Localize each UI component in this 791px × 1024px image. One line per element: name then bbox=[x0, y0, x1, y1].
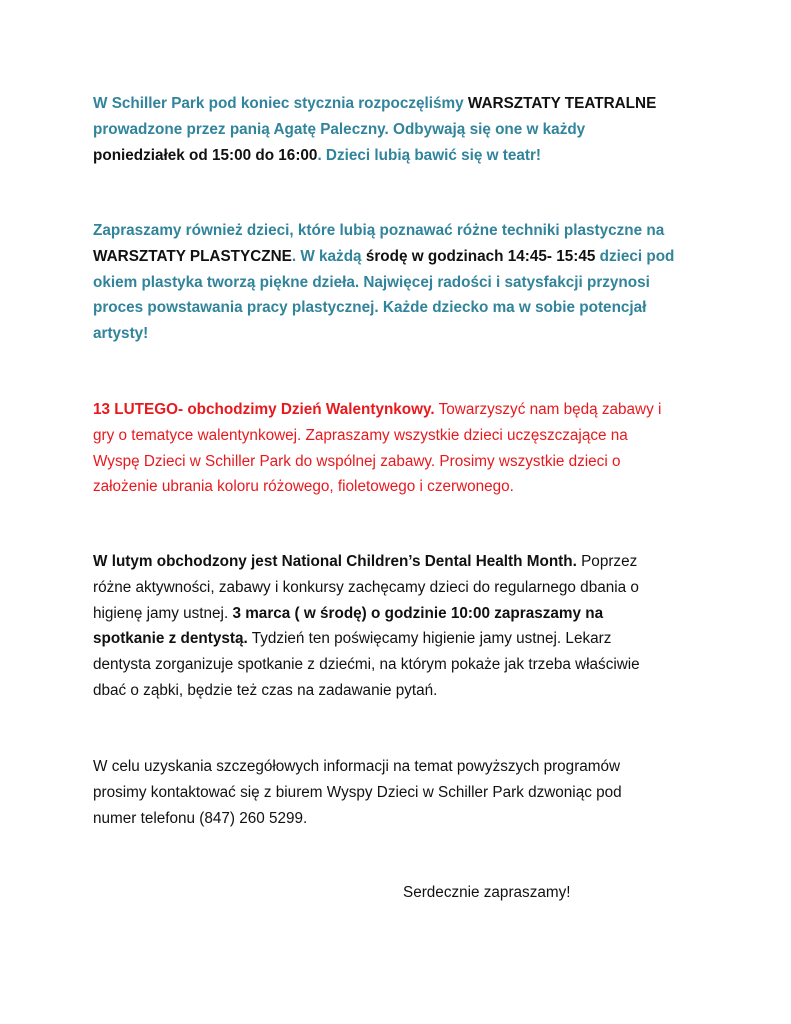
text-line bbox=[93, 397, 701, 423]
text-line bbox=[93, 601, 701, 627]
art-workshop-paragraph bbox=[93, 218, 701, 347]
dentist-visit-date: 3 marca ( w środę) o godzinie 10:00 zapraszamy na bbox=[232, 604, 604, 622]
text-line: dentysta zorganizuje spotkanie z dziećmi, na którym pokaże jak trzeba właściwie bbox=[93, 656, 640, 674]
text-line: okiem plastyka tworzą piękne dzieła. Najwięcej radości i satysfakcji przynosi bbox=[93, 273, 650, 291]
text-line: prosimy kontaktować się z biurem Wyspy Dzieci w Schiller Park dzwoniąc pod bbox=[93, 783, 622, 801]
dental-health-title: W lutym obchodzony jest National Children’s Dental Health Month. bbox=[93, 553, 577, 570]
contact-phone-line: numer telefonu (847) 260 5299. bbox=[93, 809, 308, 827]
text-line bbox=[93, 549, 701, 575]
valentines-title: 13 LUTEGO- obchodzimy Dzień Walentynkowy. bbox=[93, 401, 435, 418]
text-span: Poprzez bbox=[576, 553, 638, 570]
text-span: W Schiller Park pod koniec stycznia rozpoczęliśmy bbox=[93, 95, 468, 112]
text-line: prowadzone przez panią Agatę Paleczny. Odbywają się one w każdy bbox=[93, 120, 586, 138]
valentines-paragraph bbox=[93, 397, 701, 500]
art-workshop-title: WARSZTATY PLASTYCZNE bbox=[93, 247, 292, 265]
contact-paragraph bbox=[93, 754, 701, 831]
theater-workshop-title: WARSZTATY TEATRALNE bbox=[467, 95, 657, 112]
text-line: Wyspę Dzieci w Schiller Park do wspólnej zabawy. Prosimy wszystkie dzieci o bbox=[93, 452, 621, 470]
text-line: różne aktywności, zabawy i konkursy zachęcamy dzieci do regularnego dbania o bbox=[93, 578, 639, 596]
text-span: Towarzyszyć nam będą zabawy i bbox=[434, 401, 662, 418]
text-line bbox=[93, 244, 701, 270]
dentist-visit-label: spotkanie z dentystą. bbox=[93, 630, 248, 648]
text-line: dbać o ząbki, będzie też czas na zadawanie pytań. bbox=[93, 681, 438, 699]
theater-schedule: poniedziałek od 15:00 do 16:00 bbox=[93, 146, 318, 164]
art-schedule: środę w godzinach 14:45- 15:45 bbox=[365, 247, 596, 265]
text-span: . Dzieci lubią bawić się w teatr! bbox=[317, 146, 542, 164]
text-line: założenie ubrania koloru różowego, fioletowego i czerwonego. bbox=[93, 478, 514, 496]
theater-workshop-paragraph bbox=[93, 91, 701, 168]
text-line bbox=[93, 143, 701, 169]
text-line: gry o tematyce walentynkowej. Zapraszamy wszystkie dzieci uczęszczające na bbox=[93, 426, 628, 444]
closing-line: Serdecznie zapraszamy! bbox=[403, 884, 571, 901]
text-span: Tydzień ten poświęcamy higienie jamy ustnej. Lekarz bbox=[247, 630, 612, 648]
text-line bbox=[93, 91, 701, 117]
text-span: . W każdą bbox=[291, 247, 366, 265]
text-line: proces powstawania pracy plastycznej. Każde dziecko ma w sobie potencjał bbox=[93, 299, 647, 317]
text-line: W celu uzyskania szczegółowych informacji na temat powyższych programów bbox=[93, 758, 621, 775]
text-line: Zapraszamy również dzieci, które lubią poznawać różne techniki plastyczne na bbox=[93, 222, 665, 239]
text-line bbox=[93, 626, 701, 652]
text-span: higienę jamy ustnej. bbox=[93, 604, 233, 622]
text-span: dzieci pod bbox=[595, 247, 675, 265]
text-line: artysty! bbox=[93, 325, 149, 343]
dental-health-paragraph bbox=[93, 549, 701, 704]
